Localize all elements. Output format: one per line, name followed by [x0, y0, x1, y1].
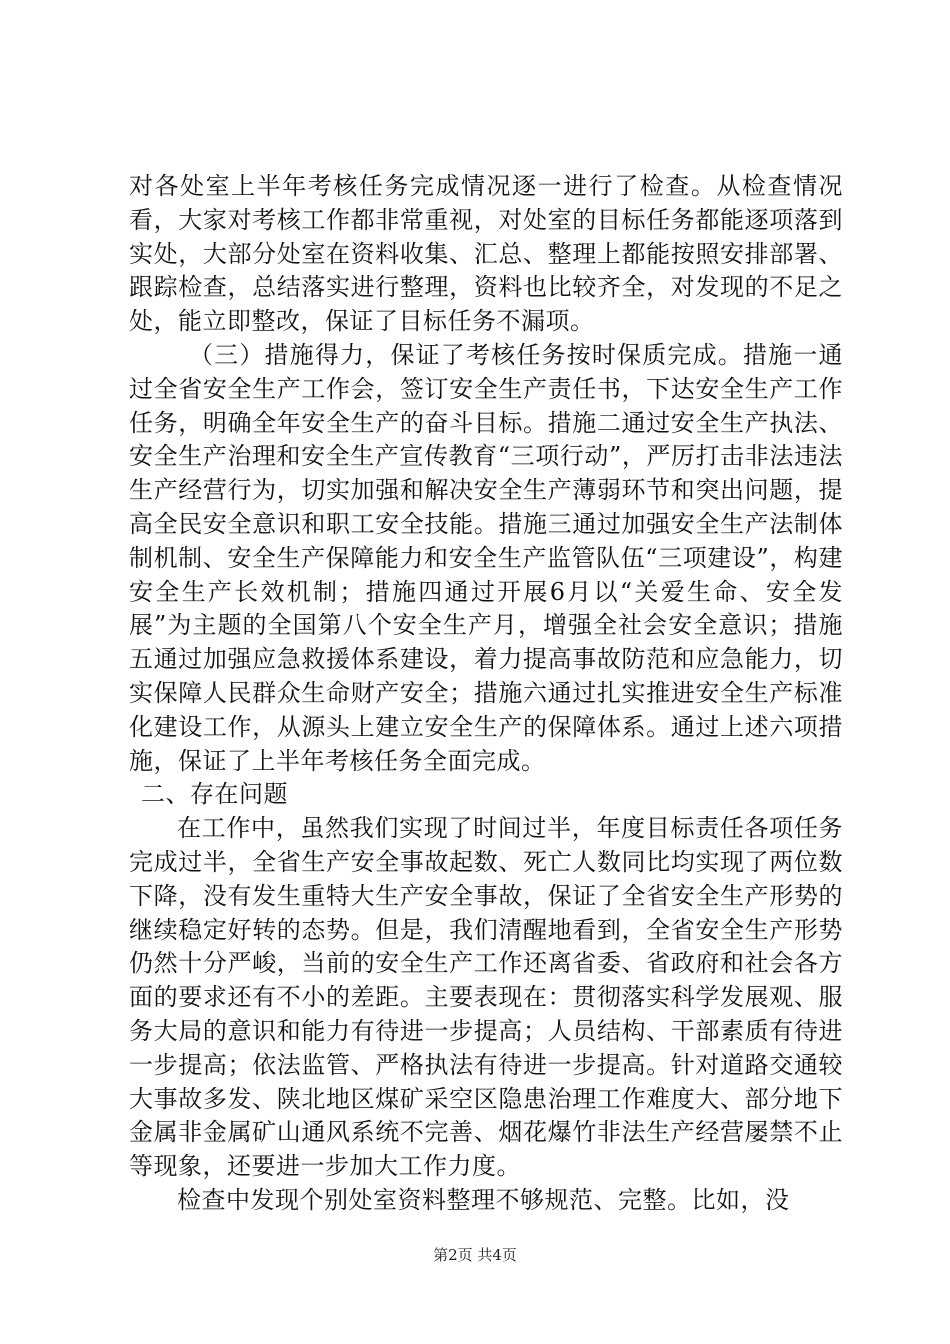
page-footer: 第2页 共4页 — [433, 1246, 517, 1264]
section-heading-problems: 二、存在问题 — [141, 780, 288, 809]
paragraph-inspection: 检查中发现个别处室资料整理不够规范、完整。比如，没 — [177, 1185, 790, 1214]
paragraph-continuation: 对各处室上半年考核任务完成情况逐一进行了检查。从检查情况看，大家对考核工作都非常重视，对处室的目标任务都能逐项落到实处，大部分处室在资料收集、汇总、整理上都能按照安排部署、跟踪检查，总结落实进行整理，资料也比较齐全，对发现的不足之处，能立即整改，保证了目标任务不漏项。 — [129, 172, 843, 336]
paragraph-problems: 在工作中，虽然我们实现了时间过半，年度目标责任各项任务完成过半，全省生产安全事故起数、死亡人数同比均实现了两位数下降，没有发生重特大生产安全事故，保证了全省安全生产形势的继续稳定好转的态势。但是，我们清醒地看到，全省安全生产形势仍然十分严峻，当前的安全生产工作还离省委、省政府和社会各方面的要求还有不小的差距。主要表现在：贯彻落实科学发展观、服务大局的意识和能力有待进一步提高；人员结构、干部素质有待进一步提高；依法监管、严格执法有待进一步提高。针对道路交通较大事故多发、陕北地区煤矿采空区隐患治理工作难度大、部分地下金属非金属矿山通风系统不完善、烟花爆竹非法生产经营屡禁不止等现象，还要进一步加大工作力度。 — [129, 814, 843, 1181]
document-body — [129, 170, 843, 1218]
paragraph-measures: （三）措施得力，保证了考核任务按时保质完成。措施一通过全省安全生产工作会，签订安全生产责任书，下达安全生产工作任务，明确全年安全生产的奋斗目标。措施二通过安全生产执法、安全生产治理和安全生产宣传教育“三项行动”，严厉打击非法违法生产经营行为，切实加强和解决安全生产薄弱环节和突出问题，提高全民安全意识和职工安全技能。措施三通过加强安全生产法制体制机制、安全生产保障能力和安全生产监管队伍“三项建设”，构建安全生产长效机制；措施四通过开展6月以“关爱生命、安全发展”为主题的全国第八个安全生产月，增强全社会安全意识；措施五通过加强应急救援体系建设，着力提高事故防范和应急能力，切实保障人民群众生命财产安全；措施六通过扎实推进安全生产标准化建设工作，从源头上建立安全生产的保障体系。通过上述六项措施，保证了上半年考核任务全面完成。 — [129, 340, 843, 775]
